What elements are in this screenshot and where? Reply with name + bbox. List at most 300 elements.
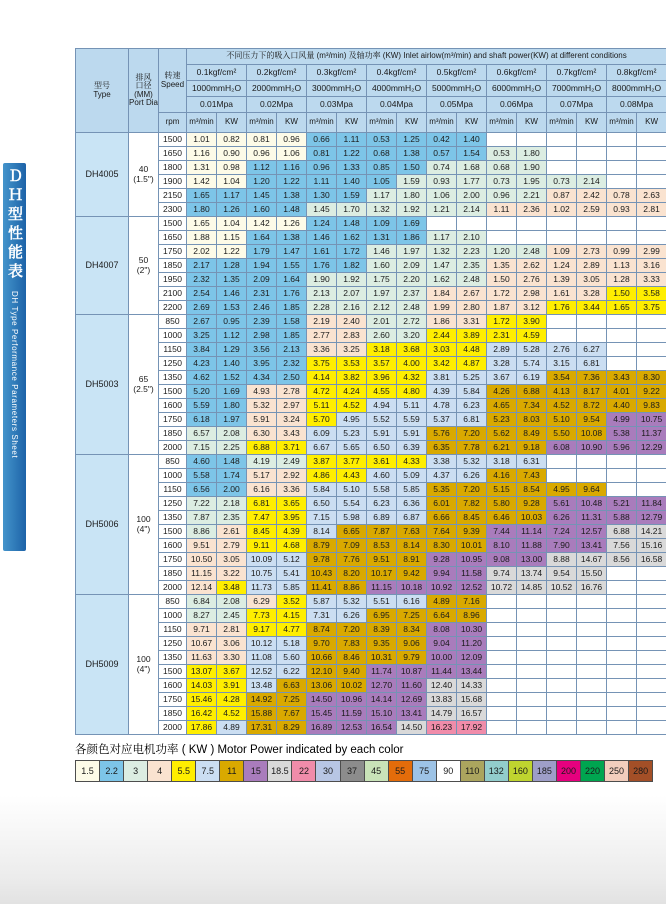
shaft-power-value-cell: 12.53 xyxy=(337,721,367,735)
airflow-value-cell: 1.42 xyxy=(247,217,277,231)
shaft-power-value-cell xyxy=(577,707,607,721)
airflow-value-cell: 11.44 xyxy=(427,665,457,679)
shaft-power-value-cell: 9.39 xyxy=(457,525,487,539)
speed-cell: 1650 xyxy=(159,147,187,161)
airflow-value-cell: 1.39 xyxy=(547,273,577,287)
airflow-value-cell: 9.08 xyxy=(487,553,517,567)
shaft-power-value-cell: 5.09 xyxy=(397,469,427,483)
shaft-power-value-cell: 3.67 xyxy=(217,665,247,679)
airflow-value-cell: 1.09 xyxy=(367,217,397,231)
airflow-value-cell: 4.94 xyxy=(367,399,397,413)
airflow-value-cell: 7.73 xyxy=(247,609,277,623)
shaft-power-value-cell: 4.52 xyxy=(337,399,367,413)
airflow-value-cell: 0.87 xyxy=(547,189,577,203)
airflow-value-cell: 3.54 xyxy=(547,371,577,385)
shaft-power-value-cell: 2.79 xyxy=(217,539,247,553)
airflow-value-cell: 5.21 xyxy=(607,497,637,511)
airflow-value-cell xyxy=(607,469,637,483)
model-cell: DH4007 xyxy=(76,217,129,315)
shaft-power-value-cell xyxy=(577,315,607,329)
shaft-power-value-cell: 2.98 xyxy=(517,287,547,301)
airflow-value-cell xyxy=(487,133,517,147)
shaft-power-value-cell xyxy=(637,623,666,637)
airflow-value-cell: 10.43 xyxy=(307,567,337,581)
shaft-power-value-cell: 2.10 xyxy=(457,231,487,245)
airflow-value-cell: 1.80 xyxy=(187,203,217,217)
shaft-power-value-cell: 5.65 xyxy=(337,441,367,455)
shaft-power-value-cell: 1.22 xyxy=(337,147,367,161)
speed-cell: 1150 xyxy=(159,623,187,637)
airflow-value-cell xyxy=(607,721,637,735)
airflow-value-cell: 1.65 xyxy=(607,301,637,315)
airflow-value-cell: 8.88 xyxy=(547,553,577,567)
legend-swatch-1.5kw: 1.5 xyxy=(75,760,100,782)
airflow-value-cell: 6.64 xyxy=(427,609,457,623)
airflow-value-cell: 9.51 xyxy=(187,539,217,553)
airflow-value-cell: 3.87 xyxy=(307,455,337,469)
airflow-value-cell: 1.45 xyxy=(247,189,277,203)
header-pressure-kgf: 0.1kgf/cm² xyxy=(187,65,247,81)
airflow-value-cell: 11.63 xyxy=(187,651,217,665)
legend-swatch-7.5kw: 7.5 xyxy=(195,760,220,782)
shaft-power-value-cell: 8.46 xyxy=(337,651,367,665)
airflow-value-cell: 1.86 xyxy=(427,315,457,329)
table-row xyxy=(76,245,666,259)
shaft-power-value-cell: 2.16 xyxy=(337,301,367,315)
table-row xyxy=(76,413,666,427)
airflow-value-cell xyxy=(547,693,577,707)
shaft-power-value-cell: 7.16 xyxy=(457,595,487,609)
airflow-value-cell: 1.50 xyxy=(607,287,637,301)
airflow-value-cell: 8.74 xyxy=(307,623,337,637)
shaft-power-value-cell: 2.08 xyxy=(217,427,247,441)
speed-cell: 1350 xyxy=(159,651,187,665)
shaft-power-value-cell: 1.95 xyxy=(517,175,547,189)
shaft-power-value-cell xyxy=(517,133,547,147)
shaft-power-value-cell: 9.83 xyxy=(637,399,666,413)
airflow-value-cell: 4.72 xyxy=(307,385,337,399)
airflow-value-cell: 1.72 xyxy=(487,287,517,301)
airflow-value-cell: 6.18 xyxy=(187,413,217,427)
shaft-power-value-cell: 13.44 xyxy=(457,665,487,679)
legend-swatch-5.5kw: 5.5 xyxy=(171,760,196,782)
airflow-value-cell: 4.37 xyxy=(427,469,457,483)
shaft-power-value-cell xyxy=(637,329,666,343)
airflow-value-cell: 1.88 xyxy=(187,231,217,245)
airflow-value-cell: 2.13 xyxy=(307,287,337,301)
shaft-power-value-cell xyxy=(577,679,607,693)
header-unit-flow: m³/min xyxy=(487,113,517,133)
shaft-power-value-cell: 8.03 xyxy=(517,413,547,427)
shaft-power-value-cell: 10.48 xyxy=(577,497,607,511)
header-unit-kw: KW xyxy=(517,113,547,133)
shaft-power-value-cell: 1.52 xyxy=(217,371,247,385)
airflow-value-cell: 13.83 xyxy=(427,693,457,707)
shaft-power-value-cell: 13.74 xyxy=(517,567,547,581)
table-row xyxy=(76,511,666,525)
airflow-value-cell: 2.67 xyxy=(187,315,217,329)
airflow-value-cell: 1.35 xyxy=(487,259,517,273)
shaft-power-value-cell: 3.52 xyxy=(277,595,307,609)
shaft-power-value-cell: 2.61 xyxy=(217,525,247,539)
shaft-power-value-cell: 4.32 xyxy=(397,371,427,385)
shaft-power-value-cell: 5.25 xyxy=(457,371,487,385)
header-unit-kw: KW xyxy=(457,113,487,133)
shaft-power-value-cell xyxy=(637,343,666,357)
airflow-value-cell: 9.71 xyxy=(187,623,217,637)
shaft-power-value-cell xyxy=(577,231,607,245)
shaft-power-value-cell: 2.20 xyxy=(397,273,427,287)
airflow-value-cell: 11.08 xyxy=(247,651,277,665)
airflow-value-cell: 2.98 xyxy=(247,329,277,343)
shaft-power-value-cell: 9.18 xyxy=(517,441,547,455)
shaft-power-value-cell: 1.48 xyxy=(277,203,307,217)
shaft-power-value-cell: 11.31 xyxy=(577,511,607,525)
airflow-value-cell: 8.39 xyxy=(367,623,397,637)
shaft-power-value-cell: 10.75 xyxy=(637,413,666,427)
shaft-power-value-cell: 8.72 xyxy=(577,399,607,413)
airflow-value-cell: 6.57 xyxy=(187,427,217,441)
airflow-value-cell xyxy=(607,161,637,175)
legend-swatch-110kw: 110 xyxy=(460,760,485,782)
shaft-power-value-cell: 2.83 xyxy=(337,329,367,343)
shaft-power-value-cell: 6.26 xyxy=(457,469,487,483)
table-row xyxy=(76,161,666,175)
shaft-power-value-cell: 8.45 xyxy=(457,511,487,525)
header-unit-kw: KW xyxy=(337,113,367,133)
airflow-value-cell: 6.26 xyxy=(547,511,577,525)
shaft-power-value-cell: 3.31 xyxy=(457,315,487,329)
shaft-power-value-cell: 3.53 xyxy=(337,357,367,371)
airflow-value-cell: 1.16 xyxy=(187,147,217,161)
shaft-power-value-cell: 5.60 xyxy=(277,651,307,665)
airflow-value-cell: 6.35 xyxy=(427,441,457,455)
model-cell: DH5003 xyxy=(76,315,129,455)
airflow-value-cell xyxy=(607,483,637,497)
airflow-value-cell xyxy=(487,623,517,637)
airflow-value-cell: 13.48 xyxy=(247,679,277,693)
shaft-power-value-cell: 4.00 xyxy=(397,357,427,371)
airflow-value-cell: 2.46 xyxy=(247,301,277,315)
shaft-power-value-cell xyxy=(637,721,666,735)
airflow-value-cell xyxy=(547,651,577,665)
shaft-power-value-cell: 9.54 xyxy=(577,413,607,427)
airflow-value-cell: 10.72 xyxy=(487,581,517,595)
airflow-value-cell: 5.11 xyxy=(307,399,337,413)
airflow-value-cell: 1.45 xyxy=(307,203,337,217)
airflow-value-cell: 1.06 xyxy=(427,189,457,203)
model-cell: DH5009 xyxy=(76,595,129,735)
airflow-value-cell: 4.14 xyxy=(307,371,337,385)
airflow-value-cell: 10.00 xyxy=(427,651,457,665)
table-row xyxy=(76,623,666,637)
shaft-power-value-cell: 2.97 xyxy=(277,399,307,413)
shaft-power-value-cell: 3.05 xyxy=(577,273,607,287)
airflow-value-cell: 4.60 xyxy=(187,455,217,469)
shaft-power-value-cell: 11.58 xyxy=(457,567,487,581)
speed-cell: 850 xyxy=(159,455,187,469)
airflow-value-cell xyxy=(487,217,517,231)
shaft-power-value-cell: 1.04 xyxy=(217,175,247,189)
airflow-value-cell: 4.19 xyxy=(247,455,277,469)
speed-cell: 1850 xyxy=(159,259,187,273)
airflow-value-cell xyxy=(607,609,637,623)
table-row xyxy=(76,525,666,539)
airflow-value-cell: 2.44 xyxy=(427,329,457,343)
airflow-value-cell: 5.61 xyxy=(547,497,577,511)
model-cell: DH5006 xyxy=(76,455,129,595)
airflow-value-cell: 15.10 xyxy=(367,707,397,721)
shaft-power-value-cell: 2.62 xyxy=(517,259,547,273)
airflow-value-cell: 1.30 xyxy=(307,189,337,203)
shaft-power-value-cell: 1.85 xyxy=(277,329,307,343)
shaft-power-value-cell xyxy=(637,315,666,329)
shaft-power-value-cell: 13.41 xyxy=(577,539,607,553)
shaft-power-value-cell xyxy=(637,483,666,497)
airflow-value-cell: 6.21 xyxy=(487,441,517,455)
shaft-power-value-cell xyxy=(517,231,547,245)
table-row xyxy=(76,651,666,665)
airflow-value-cell xyxy=(607,357,637,371)
airflow-value-cell: 1.05 xyxy=(367,175,397,189)
shaft-power-value-cell: 2.50 xyxy=(277,371,307,385)
table-row xyxy=(76,385,666,399)
airflow-value-cell xyxy=(607,623,637,637)
airflow-value-cell xyxy=(487,651,517,665)
airflow-value-cell: 5.10 xyxy=(547,413,577,427)
shaft-power-value-cell: 8.86 xyxy=(337,581,367,595)
performance-table xyxy=(75,48,666,735)
ribbon-title-chinese: ＤＨ型性能表 xyxy=(6,168,23,282)
shaft-power-value-cell: 3.16 xyxy=(637,259,666,273)
shaft-power-value-cell: 2.48 xyxy=(457,273,487,287)
airflow-value-cell xyxy=(487,707,517,721)
shaft-power-value-cell: 11.60 xyxy=(397,679,427,693)
header-pressure-mpa: 0.05Mpa xyxy=(427,97,487,113)
airflow-value-cell: 1.09 xyxy=(547,245,577,259)
airflow-value-cell: 12.14 xyxy=(187,581,217,595)
airflow-value-cell: 8.86 xyxy=(187,525,217,539)
airflow-value-cell: 5.76 xyxy=(427,427,457,441)
airflow-value-cell: 1.11 xyxy=(487,203,517,217)
airflow-value-cell: 15.45 xyxy=(307,707,337,721)
port-dia-cell: 100 (4") xyxy=(129,455,159,595)
shaft-power-value-cell: 8.20 xyxy=(337,567,367,581)
shaft-power-value-cell: 1.22 xyxy=(217,245,247,259)
shaft-power-value-cell: 11.20 xyxy=(457,637,487,651)
header-pressure-mmh2o: 6000mmH₂O xyxy=(487,81,547,97)
airflow-value-cell: 3.84 xyxy=(187,343,217,357)
shaft-power-value-cell xyxy=(577,651,607,665)
airflow-value-cell xyxy=(487,637,517,651)
airflow-value-cell: 0.96 xyxy=(487,189,517,203)
header-unit-kw: KW xyxy=(277,113,307,133)
airflow-value-cell: 1.12 xyxy=(247,161,277,175)
shaft-power-value-cell: 1.35 xyxy=(217,273,247,287)
shaft-power-value-cell: 10.87 xyxy=(397,665,427,679)
shaft-power-value-cell xyxy=(517,679,547,693)
airflow-value-cell: 5.15 xyxy=(487,483,517,497)
shaft-power-value-cell: 2.67 xyxy=(457,287,487,301)
shaft-power-value-cell: 12.52 xyxy=(457,581,487,595)
table-row xyxy=(76,343,666,357)
airflow-value-cell: 2.31 xyxy=(487,329,517,343)
header-pressure-mmh2o: 7000mmH₂O xyxy=(547,81,607,97)
legend-swatch-75kw: 75 xyxy=(412,760,437,782)
airflow-value-cell: 4.93 xyxy=(247,385,277,399)
shaft-power-value-cell: 8.29 xyxy=(277,721,307,735)
shaft-power-value-cell: 3.33 xyxy=(637,273,666,287)
airflow-value-cell: 5.17 xyxy=(247,469,277,483)
shaft-power-value-cell: 2.40 xyxy=(337,315,367,329)
airflow-value-cell: 6.84 xyxy=(187,595,217,609)
airflow-value-cell: 1.99 xyxy=(427,301,457,315)
shaft-power-value-cell: 3.43 xyxy=(277,427,307,441)
airflow-value-cell: 5.87 xyxy=(307,595,337,609)
airflow-value-cell: 1.97 xyxy=(367,287,397,301)
legend-swatch-2.2kw: 2.2 xyxy=(99,760,124,782)
table-row xyxy=(76,357,666,371)
table-row xyxy=(76,175,666,189)
speed-cell: 1250 xyxy=(159,357,187,371)
airflow-value-cell: 7.56 xyxy=(607,539,637,553)
shaft-power-value-cell: 2.72 xyxy=(397,315,427,329)
airflow-value-cell: 3.95 xyxy=(247,357,277,371)
table-row xyxy=(76,329,666,343)
airflow-value-cell: 5.58 xyxy=(367,483,397,497)
shaft-power-value-cell: 3.05 xyxy=(217,553,247,567)
airflow-value-cell: 3.96 xyxy=(367,371,397,385)
shaft-power-value-cell: 2.35 xyxy=(457,259,487,273)
header-unit-kw: KW xyxy=(397,113,427,133)
speed-cell: 1000 xyxy=(159,329,187,343)
shaft-power-value-cell: 6.81 xyxy=(577,357,607,371)
shaft-power-value-cell: 7.25 xyxy=(277,693,307,707)
shaft-power-value-cell: 7.63 xyxy=(397,525,427,539)
shaft-power-value-cell: 5.28 xyxy=(517,343,547,357)
airflow-value-cell: 1.65 xyxy=(187,217,217,231)
shaft-power-value-cell xyxy=(577,161,607,175)
airflow-value-cell: 1.17 xyxy=(427,231,457,245)
shaft-power-value-cell xyxy=(577,623,607,637)
airflow-value-cell xyxy=(547,623,577,637)
airflow-value-cell xyxy=(607,329,637,343)
shaft-power-value-cell xyxy=(637,609,666,623)
airflow-value-cell: 1.87 xyxy=(487,301,517,315)
shaft-power-value-cell xyxy=(517,693,547,707)
airflow-value-cell: 4.34 xyxy=(247,371,277,385)
airflow-value-cell: 5.62 xyxy=(487,427,517,441)
shaft-power-value-cell: 5.59 xyxy=(397,413,427,427)
shaft-power-value-cell: 2.89 xyxy=(577,259,607,273)
shaft-power-value-cell: 2.80 xyxy=(457,301,487,315)
airflow-value-cell: 3.81 xyxy=(427,371,457,385)
airflow-value-cell xyxy=(487,721,517,735)
shaft-power-value-cell xyxy=(517,595,547,609)
airflow-value-cell xyxy=(607,147,637,161)
airflow-value-cell: 1.60 xyxy=(367,259,397,273)
airflow-value-cell: 9.74 xyxy=(487,567,517,581)
airflow-value-cell: 2.19 xyxy=(307,315,337,329)
shaft-power-value-cell: 1.26 xyxy=(277,217,307,231)
shaft-power-value-cell: 10.08 xyxy=(577,427,607,441)
airflow-value-cell: 3.56 xyxy=(247,343,277,357)
shaft-power-value-cell: 2.35 xyxy=(217,511,247,525)
airflow-value-cell: 0.81 xyxy=(247,133,277,147)
shaft-power-value-cell xyxy=(637,651,666,665)
legend-swatch-30kw: 30 xyxy=(315,760,340,782)
shaft-power-value-cell: 17.92 xyxy=(457,721,487,735)
airflow-value-cell: 5.23 xyxy=(487,413,517,427)
airflow-value-cell: 5.84 xyxy=(307,483,337,497)
shaft-power-value-cell: 6.88 xyxy=(517,385,547,399)
legend-title: 各颜色对应电机功率 ( KW ) Motor Power indicated by each color xyxy=(75,744,404,756)
shaft-power-value-cell: 14.33 xyxy=(457,679,487,693)
shaft-power-value-cell: 7.20 xyxy=(457,427,487,441)
header-unit-flow: m³/min xyxy=(547,113,577,133)
shaft-power-value-cell xyxy=(577,147,607,161)
airflow-value-cell: 6.08 xyxy=(547,441,577,455)
shaft-power-value-cell: 6.36 xyxy=(397,497,427,511)
shaft-power-value-cell xyxy=(517,707,547,721)
airflow-value-cell: 11.73 xyxy=(247,581,277,595)
airflow-value-cell: 6.50 xyxy=(307,497,337,511)
airflow-value-cell xyxy=(607,567,637,581)
shaft-power-value-cell: 12.29 xyxy=(637,441,666,455)
airflow-value-cell: 8.27 xyxy=(187,609,217,623)
airflow-value-cell xyxy=(487,693,517,707)
airflow-value-cell: 3.42 xyxy=(427,357,457,371)
airflow-value-cell: 6.81 xyxy=(247,497,277,511)
airflow-value-cell: 2.12 xyxy=(367,301,397,315)
shaft-power-value-cell: 3.12 xyxy=(517,301,547,315)
shaft-power-value-cell: 13.41 xyxy=(397,707,427,721)
shaft-power-value-cell: 0.96 xyxy=(277,133,307,147)
airflow-value-cell xyxy=(427,217,457,231)
airflow-value-cell: 0.73 xyxy=(547,175,577,189)
shaft-power-value-cell xyxy=(577,721,607,735)
shaft-power-value-cell: 2.21 xyxy=(517,189,547,203)
airflow-value-cell: 0.68 xyxy=(487,161,517,175)
shaft-power-value-cell: 7.67 xyxy=(277,707,307,721)
shaft-power-value-cell: 1.97 xyxy=(397,245,427,259)
speed-cell: 1850 xyxy=(159,567,187,581)
shaft-power-value-cell: 5.41 xyxy=(277,567,307,581)
airflow-value-cell xyxy=(607,133,637,147)
airflow-value-cell: 14.79 xyxy=(427,707,457,721)
speed-cell: 2000 xyxy=(159,581,187,595)
speed-cell: 1750 xyxy=(159,245,187,259)
airflow-value-cell xyxy=(547,455,577,469)
table-row xyxy=(76,553,666,567)
shaft-power-value-cell xyxy=(637,637,666,651)
airflow-value-cell: 5.88 xyxy=(607,511,637,525)
shaft-power-value-cell: 1.70 xyxy=(337,203,367,217)
airflow-value-cell: 5.35 xyxy=(427,483,457,497)
shaft-power-value-cell: 1.77 xyxy=(457,175,487,189)
shaft-power-value-cell xyxy=(577,133,607,147)
shaft-power-value-cell: 2.00 xyxy=(217,483,247,497)
airflow-value-cell: 3.15 xyxy=(547,357,577,371)
header-pressure-mpa: 0.02Mpa xyxy=(247,97,307,113)
shaft-power-value-cell: 9.79 xyxy=(397,651,427,665)
airflow-value-cell: 7.64 xyxy=(427,525,457,539)
sheet-content xyxy=(75,48,666,782)
shaft-power-value-cell xyxy=(577,329,607,343)
speed-cell: 2000 xyxy=(159,441,187,455)
shaft-power-value-cell: 14.85 xyxy=(517,581,547,595)
airflow-value-cell: 4.23 xyxy=(187,357,217,371)
